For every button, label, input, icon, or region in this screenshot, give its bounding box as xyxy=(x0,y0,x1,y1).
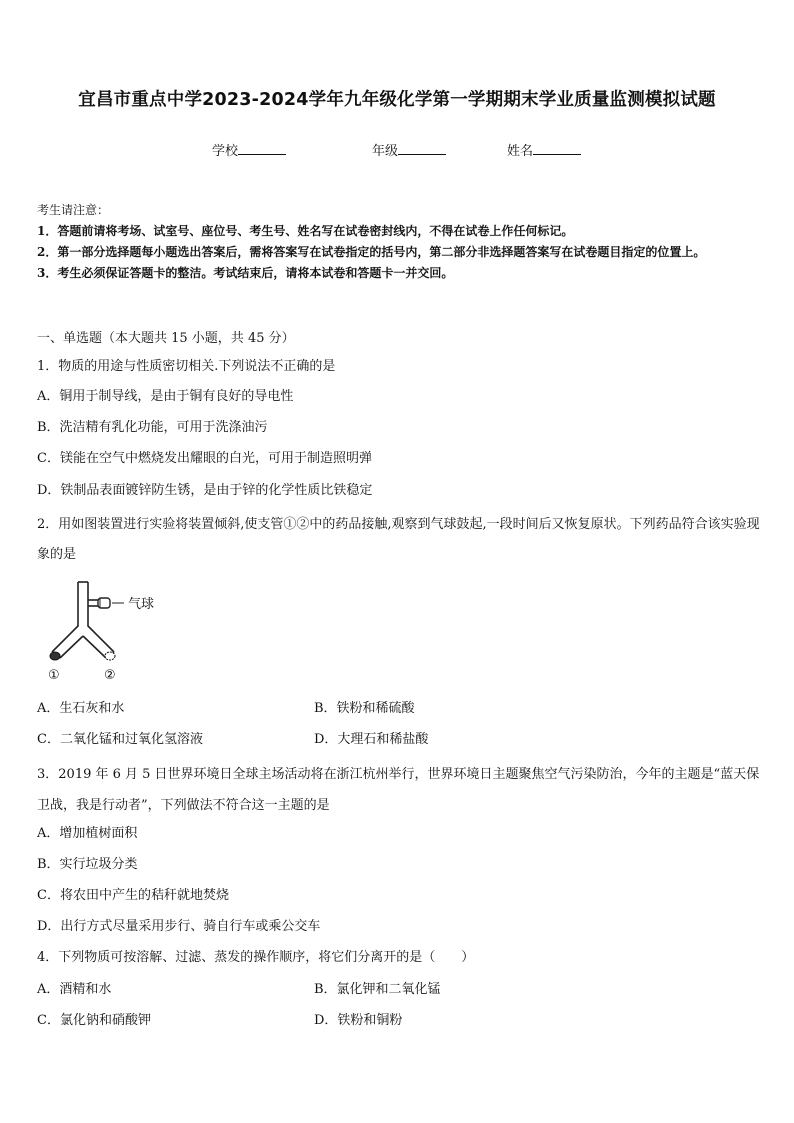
notice-item-3: 3．考生必须保证答题卡的整洁。考试结束后，请将本试卷和答题卡一并交回。 xyxy=(37,266,454,280)
name-blank xyxy=(533,142,581,155)
balloon-icon xyxy=(98,598,124,608)
question-1-option-a: A．铜用于制导线，是由于铜有良好的导电性 xyxy=(37,389,294,404)
question-4-option-b: B．氯化钾和二氧化锰 xyxy=(314,982,441,997)
question-1-option-d: D．铁制品表面镀锌防生锈，是由于锌的化学性质比铁稳定 xyxy=(37,483,373,498)
question-2-option-d: D．大理石和稀盐酸 xyxy=(314,732,429,747)
school-blank xyxy=(238,142,286,155)
question-2-option-c: C．二氧化锰和过氧化氢溶液 xyxy=(37,732,203,747)
grade-blank xyxy=(398,142,446,155)
question-3-option-c: C．将农田中产生的秸秆就地焚烧 xyxy=(37,888,229,903)
question-2-option-a: A．生石灰和水 xyxy=(37,701,125,716)
question-4-option-a: A．酒精和水 xyxy=(37,982,112,997)
question-3-stem: 3．2019 年 6 月 5 日世界环境日全球主场活动将在浙江杭州举行，世界环境日主题聚焦空气污染防治，今年的主题是“蓝天保卫战，我是行动者”，下列做法不符合这一主题的是 xyxy=(37,767,760,813)
branch-1-label: ① xyxy=(48,668,60,683)
question-1-option-c: C．镁能在空气中燃烧发出耀眼的白光，可用于制造照明弹 xyxy=(37,451,372,466)
question-4-stem: 4．下列物质可按溶解、过滤、蒸发的操作顺序，将它们分离开的是（ ） xyxy=(37,950,475,965)
question-1-option-b: B．洗洁精有乳化功能，可用于洗涤油污 xyxy=(37,420,268,435)
name-label: 姓名 xyxy=(507,144,534,159)
school-label: 学校 xyxy=(212,144,239,159)
question-2-option-b: B．铁粉和稀硫酸 xyxy=(314,701,415,716)
question-4-option-c: C．氯化钠和硝酸钾 xyxy=(37,1013,151,1028)
question-2-stem: 2．用如图装置进行实验将装置倾斜,使支管①②中的药品接触,观察到气球鼓起,一段时间后又恢复原状。下列药品符合该实验现象的是 xyxy=(37,517,760,562)
question-3-option-b: B．实行垃圾分类 xyxy=(37,857,138,872)
reagent-2-icon xyxy=(105,652,115,660)
school-field xyxy=(212,140,286,159)
grade-label: 年级 xyxy=(372,144,399,159)
y-tube-apparatus-diagram xyxy=(40,578,180,688)
question-3-option-d: D．出行方式尽量采用步行、骑自行车或乘公交车 xyxy=(37,919,321,934)
notice-heading: 考生请注意： xyxy=(37,203,110,217)
question-3-option-a: A．增加植树面积 xyxy=(37,826,138,841)
notice-item-1: 1．答题前请将考场、试室号、座位号、考生号、姓名写在试卷密封线内，不得在试卷上作任何标记。 xyxy=(37,224,574,238)
notice-block xyxy=(37,200,762,284)
reagent-1-icon xyxy=(50,652,60,660)
question-4-option-d: D．铁粉和铜粉 xyxy=(314,1013,403,1028)
branch-2-label: ② xyxy=(104,668,116,683)
grade-field xyxy=(372,140,446,159)
balloon-label: 气球 xyxy=(128,597,155,612)
section-heading: 一、单选题（本大题共 15 小题，共 45 分） xyxy=(37,331,295,346)
question-1-stem: 1．物质的用途与性质密切相关.下列说法不正确的是 xyxy=(37,359,336,374)
notice-item-2: 2．第一部分选择题每小题选出答案后，需将答案写在试卷指定的括号内，第二部分非选择题答案写在试卷题目指定的位置上。 xyxy=(37,245,706,259)
name-field xyxy=(507,140,581,159)
exam-title: 宜昌市重点中学2023-2024学年九年级化学第一学期期末学业质量监测模拟试题 xyxy=(78,90,716,110)
y-tube-icon xyxy=(52,582,114,658)
